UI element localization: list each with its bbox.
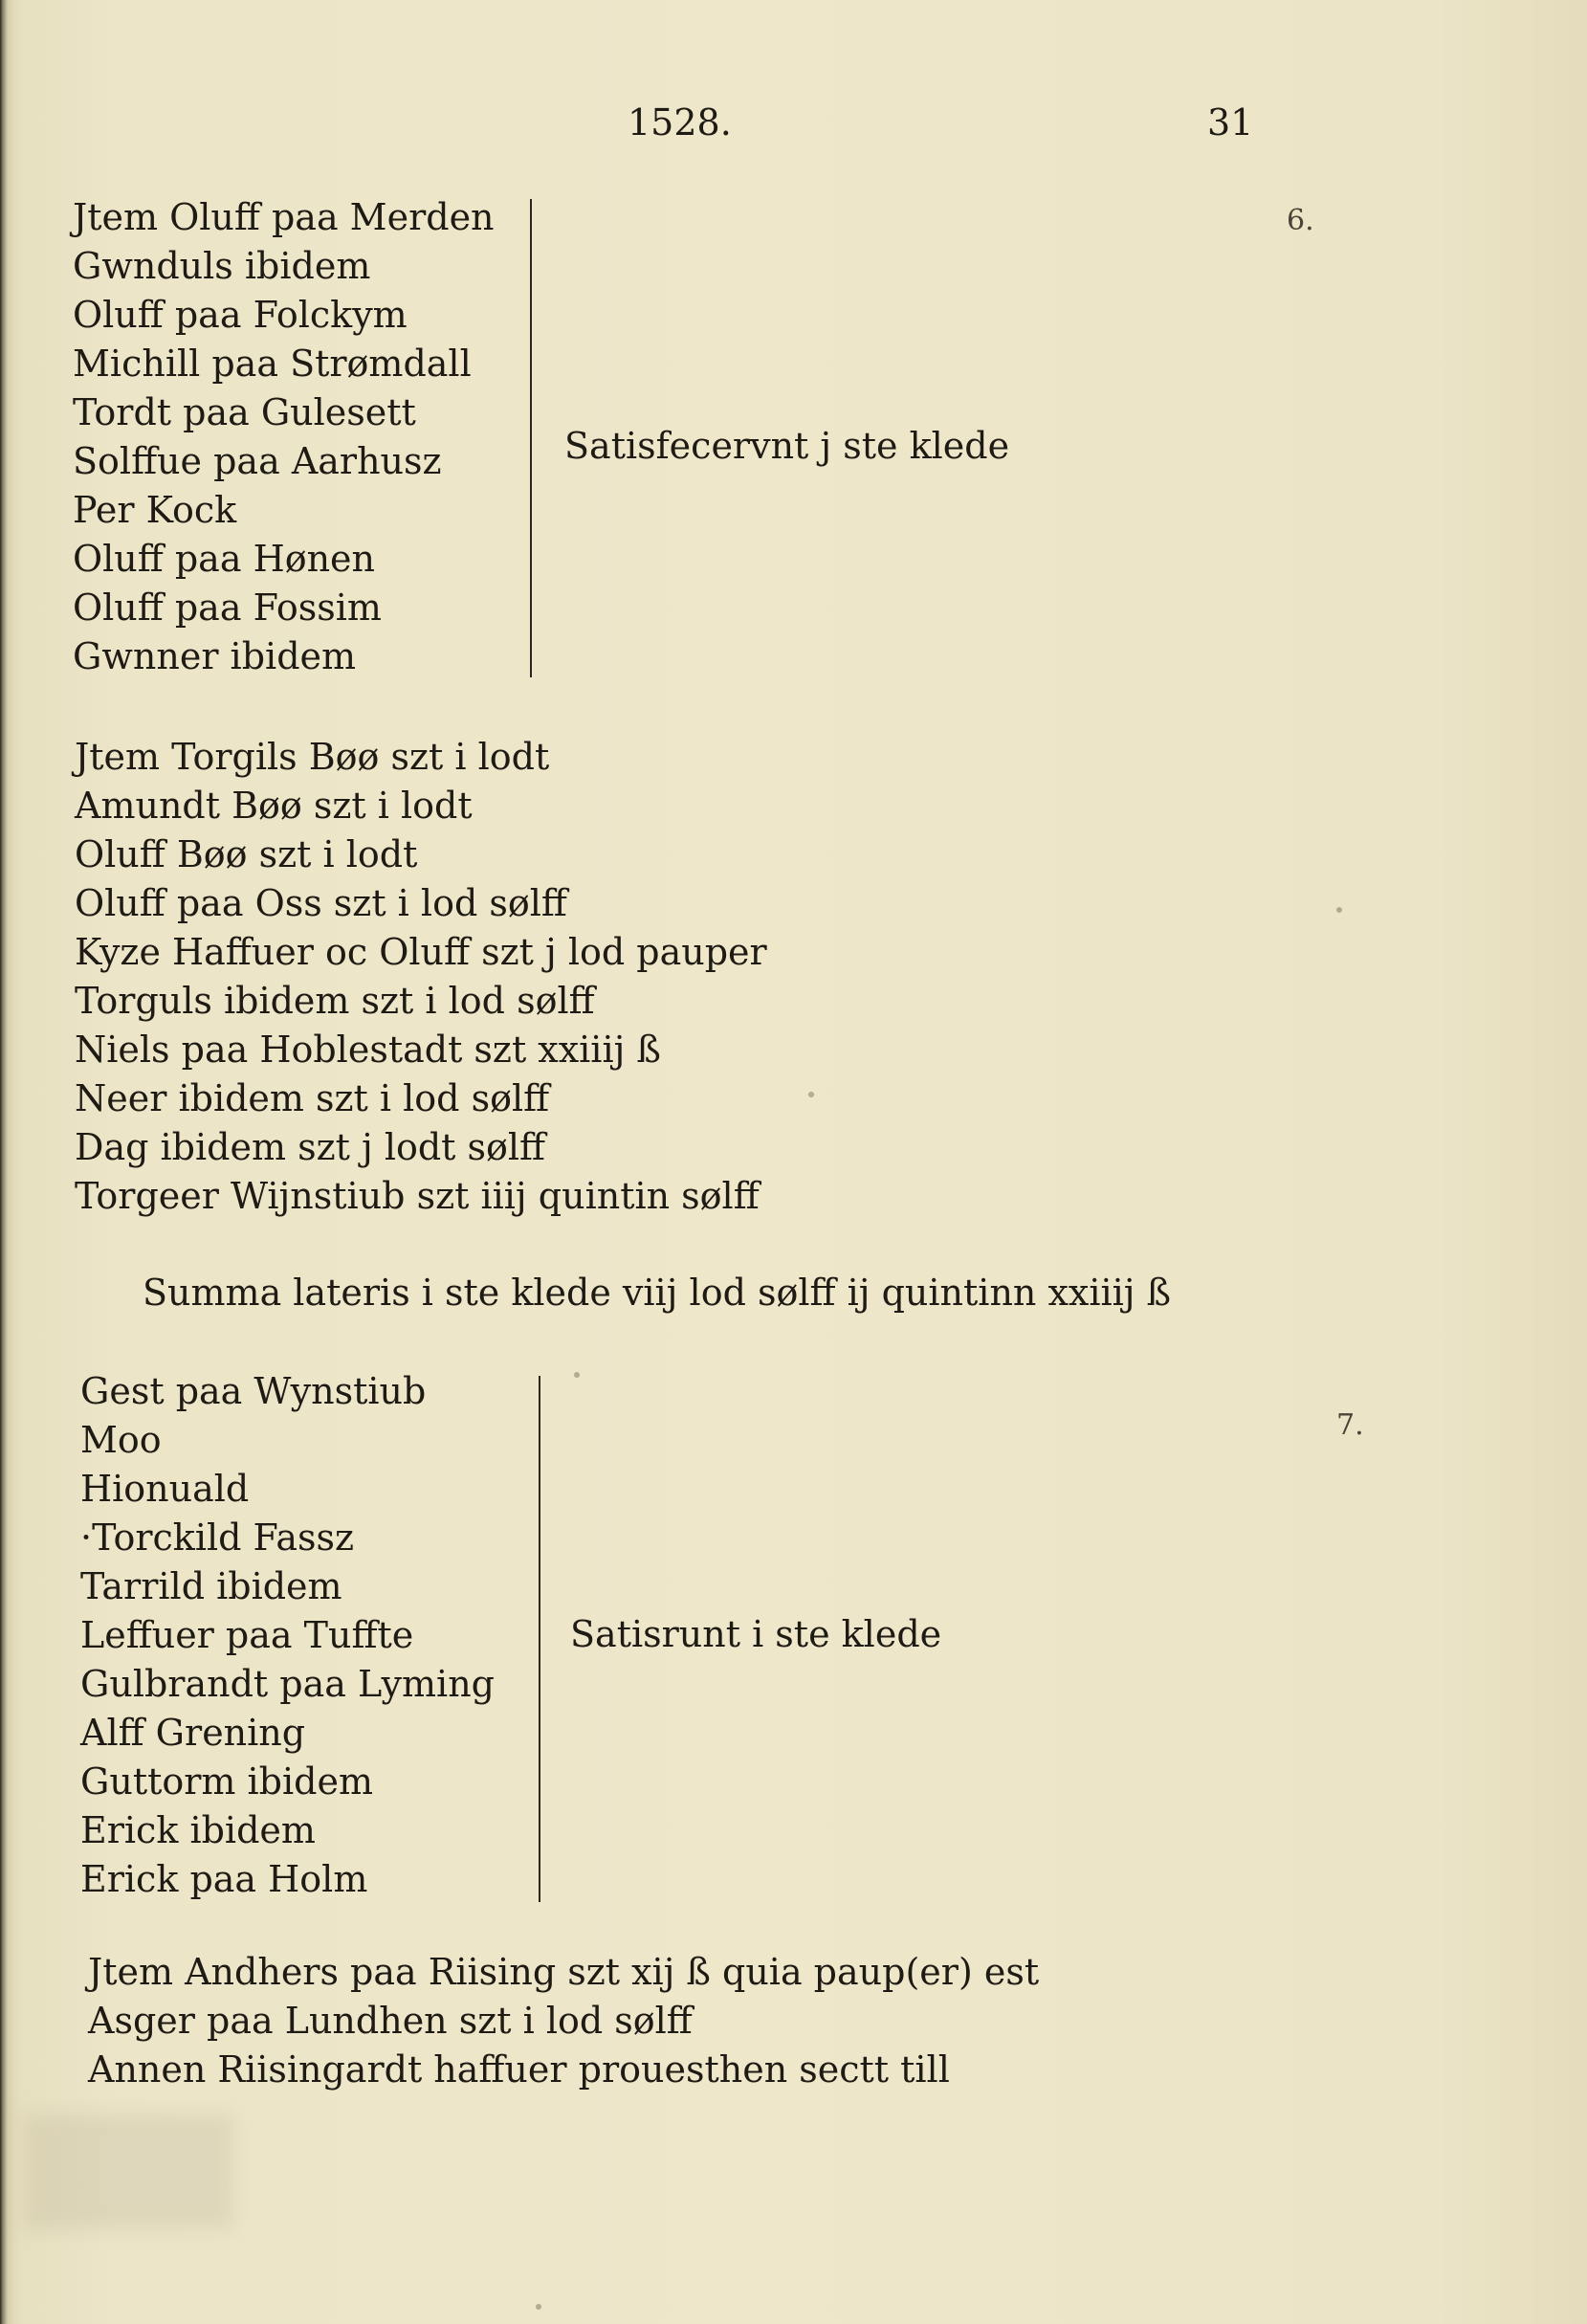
list-item: Oluff paa Folckym (73, 294, 408, 336)
list-item: Michill paa Strømdall (73, 343, 472, 385)
list-item: Erick paa Holm (80, 1858, 368, 1900)
list-item: Niels paa Hoblestadt szt xxiiij ß (75, 1029, 661, 1071)
list-item: Guttorm ibidem (80, 1760, 374, 1803)
list-item: Alff Grening (80, 1712, 306, 1754)
name-list-block-4 (88, 1948, 1039, 2094)
list-item: Moo (80, 1419, 162, 1461)
binding-edge (0, 0, 13, 2324)
ink-speck (536, 2304, 541, 2310)
list-item: Jtem Andhers paa Riising szt xij ß quia paup(er) est (88, 1951, 1040, 1993)
margin-number-6: 6. (1287, 204, 1314, 237)
list-item: Jtem Oluff paa Merden (73, 196, 495, 238)
name-list-block-2 (75, 733, 767, 1221)
list-item: ·Torckild Fassz (80, 1516, 355, 1559)
list-item: Kyze Haffuer oc Oluff szt j lod pauper (75, 931, 767, 973)
list-item: Oluff Bøø szt i lodt (75, 833, 418, 875)
brace-2 (519, 1376, 540, 1902)
list-item: Gest paa Wynstiub (80, 1370, 427, 1412)
list-item: Annen Riisingardt haffuer prouesthen sectt till (88, 2048, 950, 2091)
list-item: Gwnduls ibidem (73, 245, 371, 287)
name-list-block-3 (80, 1367, 495, 1904)
list-item: Gwnner ibidem (73, 635, 357, 677)
brace-note-2: Satisrunt i ste klede (570, 1613, 942, 1655)
brace-1 (511, 199, 532, 677)
list-item: Gulbrandt paa Lyming (80, 1663, 496, 1705)
list-item: Solffue paa Aarhusz (73, 440, 442, 482)
list-item: Oluff paa Fossim (73, 587, 382, 629)
page-year-header: 1528. (628, 101, 732, 144)
list-item: Amundt Bøø szt i lodt (75, 785, 473, 827)
paper-stain (23, 2114, 233, 2229)
list-item: Oluff paa Hønen (73, 538, 376, 580)
name-list-block-1 (73, 193, 495, 681)
list-item: Torgeer Wijnstiub szt iiij quintin sølff (75, 1175, 760, 1217)
list-item: Torguls ibidem szt i lod sølff (75, 980, 595, 1022)
list-item: Oluff paa Oss szt i lod sølff (75, 882, 567, 924)
list-item: Jtem Torgils Bøø szt i lodt (75, 736, 550, 778)
ink-speck (808, 1092, 814, 1097)
list-item: Asger paa Lundhen szt i lod sølff (88, 2000, 693, 2042)
list-item: Per Kock (73, 489, 237, 531)
list-item: Tarrild ibidem (80, 1565, 342, 1607)
list-item: Leffuer paa Tuffte (80, 1614, 414, 1656)
list-item: Erick ibidem (80, 1809, 316, 1851)
brace-note-1: Satisfecervnt j ste klede (564, 425, 1010, 467)
ink-speck (574, 1372, 580, 1378)
margin-number-7: 7. (1336, 1408, 1364, 1442)
summary-line: Summa lateris i ste klede viij lod sølff ij quintinn xxiiij ß (143, 1272, 1172, 1314)
list-item: Neer ibidem szt i lod sølff (75, 1077, 550, 1119)
list-item: Hionuald (80, 1468, 250, 1510)
page-number: 31 (1207, 101, 1254, 144)
list-item: Tordt paa Gulesett (73, 391, 416, 433)
ink-speck (1336, 907, 1342, 913)
list-item: Dag ibidem szt j lodt sølff (75, 1126, 546, 1168)
